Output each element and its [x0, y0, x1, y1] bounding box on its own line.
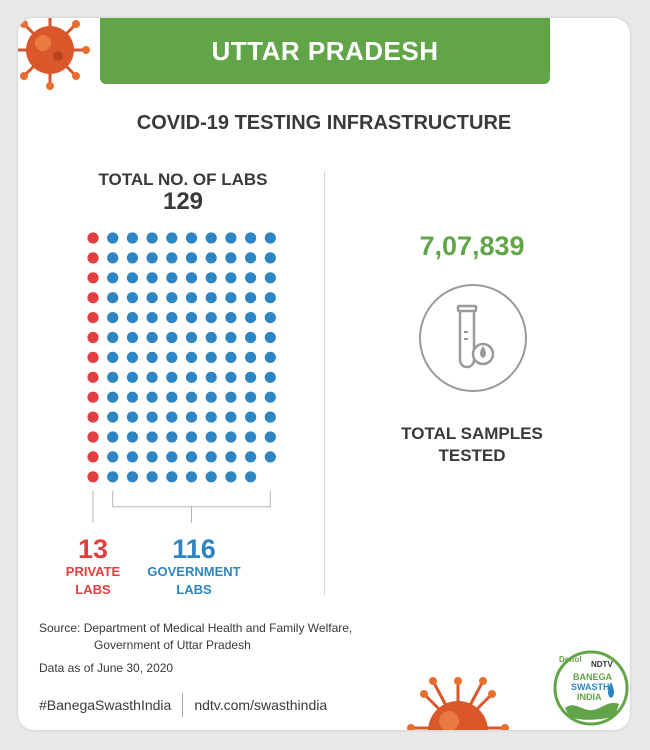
- private-labs-label-line2: LABS: [75, 582, 111, 597]
- total-samples-label-line2: TESTED: [438, 446, 506, 465]
- government-lab-dot: [127, 431, 138, 442]
- government-lab-dot: [166, 431, 177, 442]
- government-lab-dot: [245, 252, 256, 263]
- section-divider: [324, 171, 325, 595]
- government-lab-dot: [206, 412, 217, 423]
- government-lab-dot: [186, 272, 197, 283]
- hashtag-text: #BanegaSwasthIndia: [39, 697, 172, 713]
- government-lab-dot: [186, 252, 197, 263]
- government-lab-dot: [186, 312, 197, 323]
- government-lab-dot: [127, 252, 138, 263]
- government-lab-dot: [147, 412, 158, 423]
- total-samples-label: [362, 423, 582, 467]
- government-lab-dot: [265, 392, 276, 403]
- government-lab-dot: [265, 431, 276, 442]
- government-lab-dot: [225, 332, 236, 343]
- government-lab-dot: [265, 412, 276, 423]
- government-lab-dot: [107, 412, 118, 423]
- government-lab-dot: [107, 272, 118, 283]
- government-lab-dot: [107, 392, 118, 403]
- government-lab-dot: [206, 332, 217, 343]
- government-lab-dot: [186, 292, 197, 303]
- government-lab-dot: [127, 332, 138, 343]
- private-labs-label-line1: PRIVATE: [65, 564, 121, 579]
- private-labs-label: [48, 563, 138, 599]
- total-samples-label-line1: TOTAL SAMPLES: [401, 424, 543, 443]
- government-lab-dot: [127, 272, 138, 283]
- private-lab-dot: [87, 412, 98, 423]
- government-lab-dot: [186, 352, 197, 363]
- government-lab-dot: [225, 312, 236, 323]
- government-lab-dot: [225, 232, 236, 243]
- government-lab-dot: [206, 372, 217, 383]
- government-lab-dot: [206, 392, 217, 403]
- government-labs-label: [134, 563, 254, 599]
- government-lab-dot: [166, 312, 177, 323]
- government-lab-dot: [265, 332, 276, 343]
- government-lab-dot: [166, 412, 177, 423]
- government-lab-dot: [245, 292, 256, 303]
- government-lab-dot: [107, 332, 118, 343]
- government-lab-dot: [166, 232, 177, 243]
- government-lab-dot: [265, 372, 276, 383]
- government-lab-dot: [166, 332, 177, 343]
- government-lab-dot: [245, 431, 256, 442]
- government-lab-dot: [206, 451, 217, 462]
- government-lab-dot: [186, 412, 197, 423]
- logo-line2: SWASTH: [571, 682, 610, 692]
- footer: [39, 693, 327, 717]
- government-lab-dot: [265, 272, 276, 283]
- government-lab-dot: [107, 252, 118, 263]
- government-lab-dot: [206, 431, 217, 442]
- government-lab-dot: [245, 471, 256, 482]
- test-tube-icon: [417, 282, 529, 394]
- private-lab-dot: [87, 312, 98, 323]
- government-lab-dot: [186, 332, 197, 343]
- government-lab-dot: [245, 412, 256, 423]
- government-lab-dot: [127, 372, 138, 383]
- government-lab-dot: [265, 232, 276, 243]
- government-labs-label-line1: GOVERNMENT: [147, 564, 241, 579]
- government-labs-count: 116: [172, 534, 216, 564]
- private-lab-dot: [87, 272, 98, 283]
- government-lab-dot: [245, 451, 256, 462]
- virus-icon: [403, 673, 513, 730]
- private-labs-count: 13: [77, 534, 109, 564]
- government-lab-dot: [206, 292, 217, 303]
- government-lab-dot: [127, 412, 138, 423]
- source-note: [39, 620, 352, 654]
- government-lab-dot: [265, 451, 276, 462]
- government-lab-dot: [166, 252, 177, 263]
- government-lab-dot: [107, 352, 118, 363]
- government-lab-dot: [186, 392, 197, 403]
- government-lab-dot: [147, 471, 158, 482]
- private-lab-dot: [87, 471, 98, 482]
- government-lab-dot: [127, 451, 138, 462]
- government-lab-dot: [206, 352, 217, 363]
- government-lab-dot: [147, 372, 158, 383]
- government-lab-dot: [147, 352, 158, 363]
- government-lab-dot: [147, 451, 158, 462]
- private-lab-dot: [87, 372, 98, 383]
- private-lab-dot: [87, 332, 98, 343]
- private-lab-dot: [87, 292, 98, 303]
- government-lab-dot: [166, 471, 177, 482]
- private-lab-dot: [87, 252, 98, 263]
- government-lab-dot: [225, 352, 236, 363]
- government-lab-dot: [206, 312, 217, 323]
- logo-brand-dettol: Dettol: [559, 655, 582, 664]
- government-lab-dot: [186, 451, 197, 462]
- government-lab-dot: [225, 392, 236, 403]
- infographic-subtitle: COVID-19 TESTING INFRASTRUCTURE: [136, 112, 512, 134]
- government-lab-dot: [147, 312, 158, 323]
- government-lab-dot: [147, 392, 158, 403]
- government-lab-dot: [166, 392, 177, 403]
- government-lab-dot: [245, 392, 256, 403]
- government-lab-dot: [265, 292, 276, 303]
- private-lab-dot: [87, 451, 98, 462]
- government-lab-dot: [245, 312, 256, 323]
- government-lab-dot: [186, 431, 197, 442]
- government-lab-dot: [166, 272, 177, 283]
- logo-line3: INDIA: [577, 692, 602, 702]
- total-labs-heading: TOTAL NO. OF LABS: [98, 170, 268, 189]
- government-lab-dot: [265, 312, 276, 323]
- infographic-card: [18, 18, 630, 730]
- government-lab-dot: [147, 232, 158, 243]
- government-lab-dot: [107, 451, 118, 462]
- government-lab-dot: [107, 232, 118, 243]
- government-lab-dot: [186, 471, 197, 482]
- government-lab-dot: [225, 412, 236, 423]
- data-as-of: Data as of June 30, 2020: [39, 661, 174, 675]
- government-lab-dot: [107, 312, 118, 323]
- logo-brand-ndtv: NDTV: [591, 660, 613, 669]
- government-lab-dot: [245, 232, 256, 243]
- footer-separator: [182, 693, 183, 717]
- government-lab-dot: [147, 332, 158, 343]
- government-lab-dot: [127, 232, 138, 243]
- government-lab-dot: [225, 252, 236, 263]
- government-lab-dot: [147, 272, 158, 283]
- private-lab-dot: [87, 232, 98, 243]
- government-lab-dot: [127, 471, 138, 482]
- government-lab-dot: [147, 252, 158, 263]
- government-lab-dot: [225, 451, 236, 462]
- total-samples-value: 7,07,839: [419, 231, 525, 261]
- government-lab-dot: [245, 332, 256, 343]
- government-lab-dot: [225, 292, 236, 303]
- government-lab-dot: [186, 372, 197, 383]
- government-lab-dot: [107, 471, 118, 482]
- government-lab-dot: [107, 431, 118, 442]
- government-lab-dot: [127, 292, 138, 303]
- private-lab-dot: [87, 352, 98, 363]
- website-link[interactable]: ndtv.com/swasthindia: [194, 697, 328, 713]
- government-lab-dot: [245, 372, 256, 383]
- region-banner: UTTAR PRADESH: [100, 18, 550, 84]
- government-lab-dot: [166, 451, 177, 462]
- logo-line1: BANEGA: [573, 672, 613, 682]
- government-lab-dot: [225, 431, 236, 442]
- government-lab-dot: [186, 232, 197, 243]
- government-lab-dot: [225, 471, 236, 482]
- government-lab-dot: [245, 272, 256, 283]
- source-line1: Source: Department of Medical Health and Family Welfare,: [39, 621, 353, 635]
- government-labs-label-line2: LABS: [176, 582, 212, 597]
- government-lab-dot: [127, 392, 138, 403]
- government-lab-dot: [166, 372, 177, 383]
- government-lab-dot: [225, 372, 236, 383]
- government-lab-dot: [265, 252, 276, 263]
- government-lab-dot: [166, 292, 177, 303]
- government-lab-dot: [127, 312, 138, 323]
- total-labs-value: 129: [162, 188, 204, 215]
- government-lab-dot: [166, 352, 177, 363]
- private-lab-dot: [87, 392, 98, 403]
- government-lab-dot: [127, 352, 138, 363]
- government-lab-dot: [107, 372, 118, 383]
- source-line2: Government of Uttar Pradesh: [94, 638, 251, 652]
- government-lab-dot: [206, 471, 217, 482]
- government-lab-dot: [206, 272, 217, 283]
- government-lab-dot: [265, 352, 276, 363]
- government-lab-dot: [225, 272, 236, 283]
- government-lab-dot: [206, 252, 217, 263]
- government-lab-dot: [245, 352, 256, 363]
- government-lab-dot: [206, 232, 217, 243]
- private-lab-dot: [87, 431, 98, 442]
- government-labs-bracket: [113, 491, 271, 507]
- government-lab-dot: [107, 292, 118, 303]
- banega-swasth-india-logo: [553, 650, 629, 726]
- government-lab-dot: [147, 431, 158, 442]
- government-lab-dot: [147, 292, 158, 303]
